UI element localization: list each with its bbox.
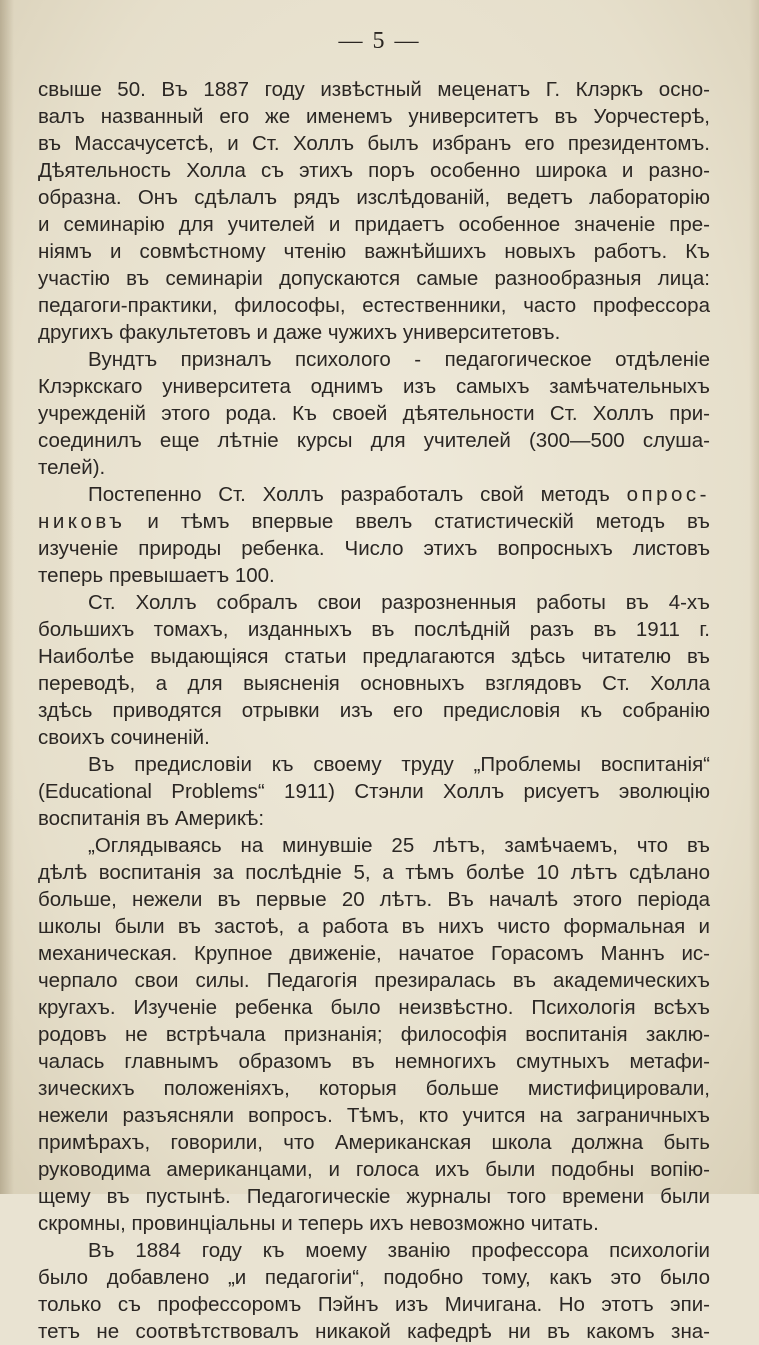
text-line-content: изученіе природы ребенка. Число этихъ вопросныхъ листовъ [38,537,710,560]
text-line-content: другихъ факультетовъ и даже чужихъ университетовъ. [38,321,561,344]
text-line [38,238,710,265]
text-line [38,427,710,454]
text-line-content: примѣрахъ, говорили, что Американская школа должна быть [38,1131,710,1154]
text-line-content: Вундтъ призналъ психолого - педагогическое отдѣленіе [88,348,710,371]
text-line [38,157,710,184]
text-line-content: только съ профессоромъ Пэйнъ изъ Мичигана. Но этотъ эпи- [38,1293,710,1316]
text-line-content: руководима американцами, и голоса ихъ были подобны вопію- [38,1158,710,1181]
text-line [38,1183,710,1210]
text-line [38,400,710,427]
text-line [38,76,710,103]
text-line-content: своихъ сочиненій. [38,726,210,749]
text-line-content: и тѣмъ впервые ввелъ статистическій методъ въ [125,510,710,533]
text-line [38,778,710,805]
text-line-emphasis: опрос- [626,483,710,506]
text-line-content: тетъ не соотвѣтствовалъ никакой кафедрѣ ни въ какомъ зна- [38,1320,710,1343]
text-line-content: Наиболѣе выдающіяся статьи предлагаются здѣсь читателю въ [38,645,710,668]
text-line [38,724,710,751]
text-line [38,265,710,292]
text-line-content: скромны, провинціальны и теперь ихъ невозможно читать. [38,1212,599,1235]
text-line-content: щему въ пустынѣ. Педагогическіе журналы того времени были [38,1185,710,1208]
text-line-content: учрежденій этого рода. Къ своей дѣятельности Ст. Холлъ при- [38,402,710,425]
page-number: — 5 — [338,28,421,54]
text-line-content: кругахъ. Изученіе ребенка было неизвѣстно. Психологія всѣхъ [38,996,710,1019]
text-line [38,616,710,643]
text-line-content: ніямъ и совмѣстному чтенію важнѣйшихъ новыхъ работъ. Къ [38,240,710,263]
text-line [38,859,710,886]
text-line-content: и семинарію для учителей и придаетъ особенное значеніе пре- [38,213,710,236]
text-line-content: Постепенно Ст. Холлъ разработалъ свой методъ [88,483,627,506]
text-line [38,373,710,400]
text-line-content: переводѣ, а для выясненія основныхъ взглядовъ Ст. Холла [38,672,710,695]
text-line [38,1075,710,1102]
text-line-content: нежели разъясняли вопросъ. Тѣмъ, кто учится на заграничныхъ [38,1104,710,1127]
text-line [38,454,710,481]
text-line-content: Въ 1884 году къ моему званію профессора психологіи [88,1239,710,1262]
text-line [38,697,710,724]
text-line [38,967,710,994]
text-line [38,562,710,589]
text-line-content: „Оглядываясь на минувшіе 25 лѣтъ, замѣчаемъ, что въ [88,834,710,857]
text-line [38,1129,710,1156]
text-line [38,184,710,211]
text-line-content: больше, нежели въ первые 20 лѣтъ. Въ началѣ этого періода [38,888,710,911]
text-line [38,1021,710,1048]
text-line [38,670,710,697]
text-line-content: въ Массачусетсѣ, и Ст. Холлъ былъ избранъ его президентомъ. [38,132,710,155]
page-right-shadow [749,0,759,1194]
text-line [38,481,710,508]
text-line [38,913,710,940]
text-line [38,589,710,616]
text-line [38,1156,710,1183]
text-line [38,832,710,859]
text-line [38,886,710,913]
text-line-content: здѣсь приводятся отрывки изъ его предисловія къ собранію [38,699,710,722]
text-line [38,1318,710,1345]
text-line-content: образна. Онъ сдѣлалъ рядъ изслѣдованій, ведетъ лабораторію [38,186,710,209]
body-text [38,76,710,1345]
page-left-shadow [0,0,14,1194]
text-line-content: большихъ томахъ, изданныхъ въ послѣдній разъ въ 1911 г. [38,618,710,641]
text-line [38,940,710,967]
text-line [38,319,710,346]
text-line-content: соединилъ еще лѣтніе курсы для учителей (300—500 слуша- [38,429,710,452]
text-line-content: участію въ семинаріи допускаются самые разнообразныя лица: [38,267,710,290]
text-line [38,1291,710,1318]
text-line [38,751,710,778]
text-line [38,535,710,562]
text-line [38,805,710,832]
text-line [38,1048,710,1075]
text-line [38,346,710,373]
text-line-content: Въ предисловіи къ своему труду „Проблемы воспитанія“ [88,753,710,776]
text-line-content: теперь превышаетъ 100. [38,564,275,587]
text-line [38,292,710,319]
text-line-content: черпало свои силы. Педагогія презиралась въ академическихъ [38,969,710,992]
text-line-content: телей). [38,456,106,479]
text-line-content: педагоги-практики, философы, естественники, часто профессора [38,294,710,317]
text-line-content: школы были въ застоѣ, а работа въ нихъ чисто формальная и [38,915,710,938]
text-line-content: чалась главнымъ образомъ въ немногихъ смутныхъ метафи- [38,1050,710,1073]
text-line-content: свыше 50. Въ 1887 году извѣстный меценатъ Г. Клэркъ осно- [38,78,710,101]
text-line-content: (Educational Problems“ 1911) Стэнли Холлъ рисуетъ эволюцію [38,780,710,803]
text-line [38,130,710,157]
text-line-content: Дѣятельность Холла съ этихъ поръ особенно широка и разно- [38,159,710,182]
text-line-emphasis: никовъ [38,510,126,533]
text-line [38,508,710,535]
text-line [38,1237,710,1264]
text-line [38,1102,710,1129]
text-line [38,643,710,670]
text-line [38,1264,710,1291]
text-line [38,1210,710,1237]
text-line-content: Ст. Холлъ собралъ свои разрозненныя работы въ 4-хъ [88,591,710,614]
text-line-content: валъ названный его же именемъ университетъ въ Уорчестерѣ, [38,105,710,128]
text-line-content: механическая. Крупное движеніе, начатое Горасомъ Маннъ ис- [38,942,710,965]
text-line-content: было добавлено „и педагогіи“, подобно тому, какъ это было [38,1266,710,1289]
text-line-content: зическихъ положеніяхъ, которыя больше мистифицировали, [38,1077,710,1100]
text-line-content: Клэркскаго университета однимъ изъ самыхъ замѣчательныхъ [38,375,710,398]
text-line [38,994,710,1021]
text-line [38,103,710,130]
text-line-content: воспитанія въ Америкѣ: [38,807,265,830]
text-line [38,211,710,238]
text-line-content: родовъ не встрѣчала признанія; философія воспитанія заклю- [38,1023,710,1046]
text-line-content: дѣлѣ воспитанія за послѣдніе 5, а тѣмъ болѣе 10 лѣтъ сдѣлано [38,861,710,884]
